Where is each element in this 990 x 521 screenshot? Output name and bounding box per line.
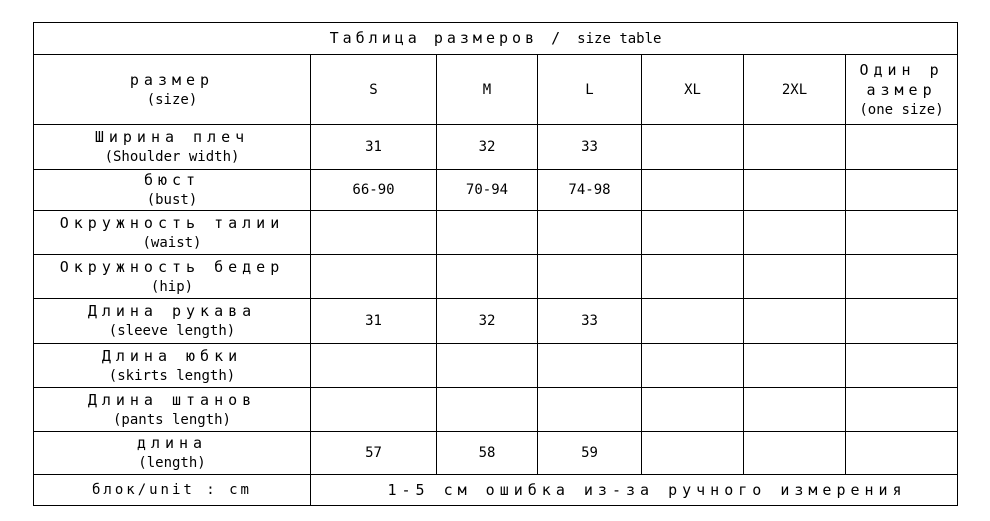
table-cell [846, 388, 958, 432]
table-cell [437, 388, 538, 432]
row-label-ru: Длина штанов [87, 390, 257, 409]
row-label-ru: Окружность бедер [59, 257, 285, 276]
table-cell [744, 299, 846, 344]
table-row [34, 344, 958, 388]
row-label [34, 388, 311, 432]
table-cell: 74-98 [538, 170, 642, 211]
table-cell [311, 388, 437, 432]
table-cell [846, 255, 958, 299]
table-title-en: size table [577, 31, 662, 47]
table-cell: 58 [437, 432, 538, 475]
table-cell: 32 [437, 125, 538, 170]
table-cell [642, 299, 744, 344]
table-row [34, 211, 958, 255]
col-header-m: M [437, 55, 538, 125]
table-cell [642, 255, 744, 299]
row-label-ru: Длина рукава [87, 302, 257, 320]
table-cell [642, 388, 744, 432]
table-cell: 33 [538, 125, 642, 170]
table-cell [642, 432, 744, 475]
table-row [34, 388, 958, 432]
row-label-en: (pants length) [112, 411, 231, 428]
table-cell: 32 [437, 299, 538, 344]
row-label-ru: Длина юбки [101, 346, 243, 365]
row-label [34, 432, 311, 475]
col-header-xl: XL [642, 55, 744, 125]
table-cell [538, 211, 642, 255]
table-cell [311, 255, 437, 299]
table-title-ru: Таблица размеров / [329, 29, 565, 47]
size-header-ru: размер [129, 70, 215, 89]
table-cell [437, 211, 538, 255]
table-cell [744, 432, 846, 475]
row-label-en: (sleeve length) [108, 323, 236, 339]
row-label-en: (hip) [150, 278, 194, 295]
row-label-ru: Окружность талии [59, 213, 285, 232]
table-cell [642, 125, 744, 170]
size-header-en: (size) [146, 91, 198, 108]
header-row [34, 55, 958, 125]
table-cell [642, 344, 744, 388]
row-label-ru: длина [136, 434, 208, 452]
table-cell: 31 [311, 125, 437, 170]
onesize-ru-line-1: Один р [859, 60, 944, 79]
table-row [34, 170, 958, 211]
table-cell [744, 211, 846, 255]
row-label [34, 299, 311, 344]
row-label [34, 170, 311, 211]
table-cell [642, 211, 744, 255]
size-table-container [33, 22, 957, 506]
table-cell [538, 255, 642, 299]
table-cell [744, 125, 846, 170]
table-cell [437, 255, 538, 299]
footer-row [34, 475, 958, 506]
table-cell [538, 344, 642, 388]
table-row [34, 125, 958, 170]
table-cell [437, 344, 538, 388]
row-label-en: (length) [138, 455, 206, 471]
table-cell [744, 255, 846, 299]
table-cell: 31 [311, 299, 437, 344]
col-header-onesize [846, 55, 958, 125]
table-cell [311, 344, 437, 388]
table-cell [846, 344, 958, 388]
table-cell: 59 [538, 432, 642, 475]
table-cell [846, 211, 958, 255]
row-label-en: (waist) [142, 234, 202, 251]
table-cell [846, 170, 958, 211]
col-header-2xl: 2XL [744, 55, 846, 125]
row-label [34, 344, 311, 388]
row-label-ru: Ширина плеч [94, 128, 250, 146]
row-label-en: (bust) [146, 192, 198, 208]
table-row [34, 299, 958, 344]
row-label [34, 211, 311, 255]
table-cell [744, 344, 846, 388]
table-cell [846, 125, 958, 170]
size-table [33, 22, 958, 506]
size-header-cell [34, 55, 311, 125]
measurement-note-text: 1-5 см ошибка из-за ручного измерения [387, 481, 907, 499]
table-cell [846, 299, 958, 344]
table-cell: 33 [538, 299, 642, 344]
table-cell: 66-90 [311, 170, 437, 211]
onesize-en: (one size) [859, 101, 944, 118]
table-cell [846, 432, 958, 475]
onesize-ru-line-2: азмер [866, 80, 937, 99]
col-header-l: L [538, 55, 642, 125]
table-title [34, 23, 958, 55]
row-label [34, 125, 311, 170]
title-row [34, 23, 958, 55]
measurement-note [311, 475, 958, 506]
row-label-ru: бюст [143, 171, 201, 189]
row-label-en: (Shoulder width) [104, 149, 240, 165]
table-cell [744, 170, 846, 211]
row-label [34, 255, 311, 299]
table-row [34, 255, 958, 299]
table-cell [642, 170, 744, 211]
table-row [34, 432, 958, 475]
table-cell: 70-94 [437, 170, 538, 211]
table-cell [311, 211, 437, 255]
table-cell [538, 388, 642, 432]
table-cell: 57 [311, 432, 437, 475]
row-label-en: (skirts length) [108, 367, 236, 384]
table-cell [744, 388, 846, 432]
unit-label: блок/unit : cm [34, 475, 311, 506]
col-header-s: S [311, 55, 437, 125]
